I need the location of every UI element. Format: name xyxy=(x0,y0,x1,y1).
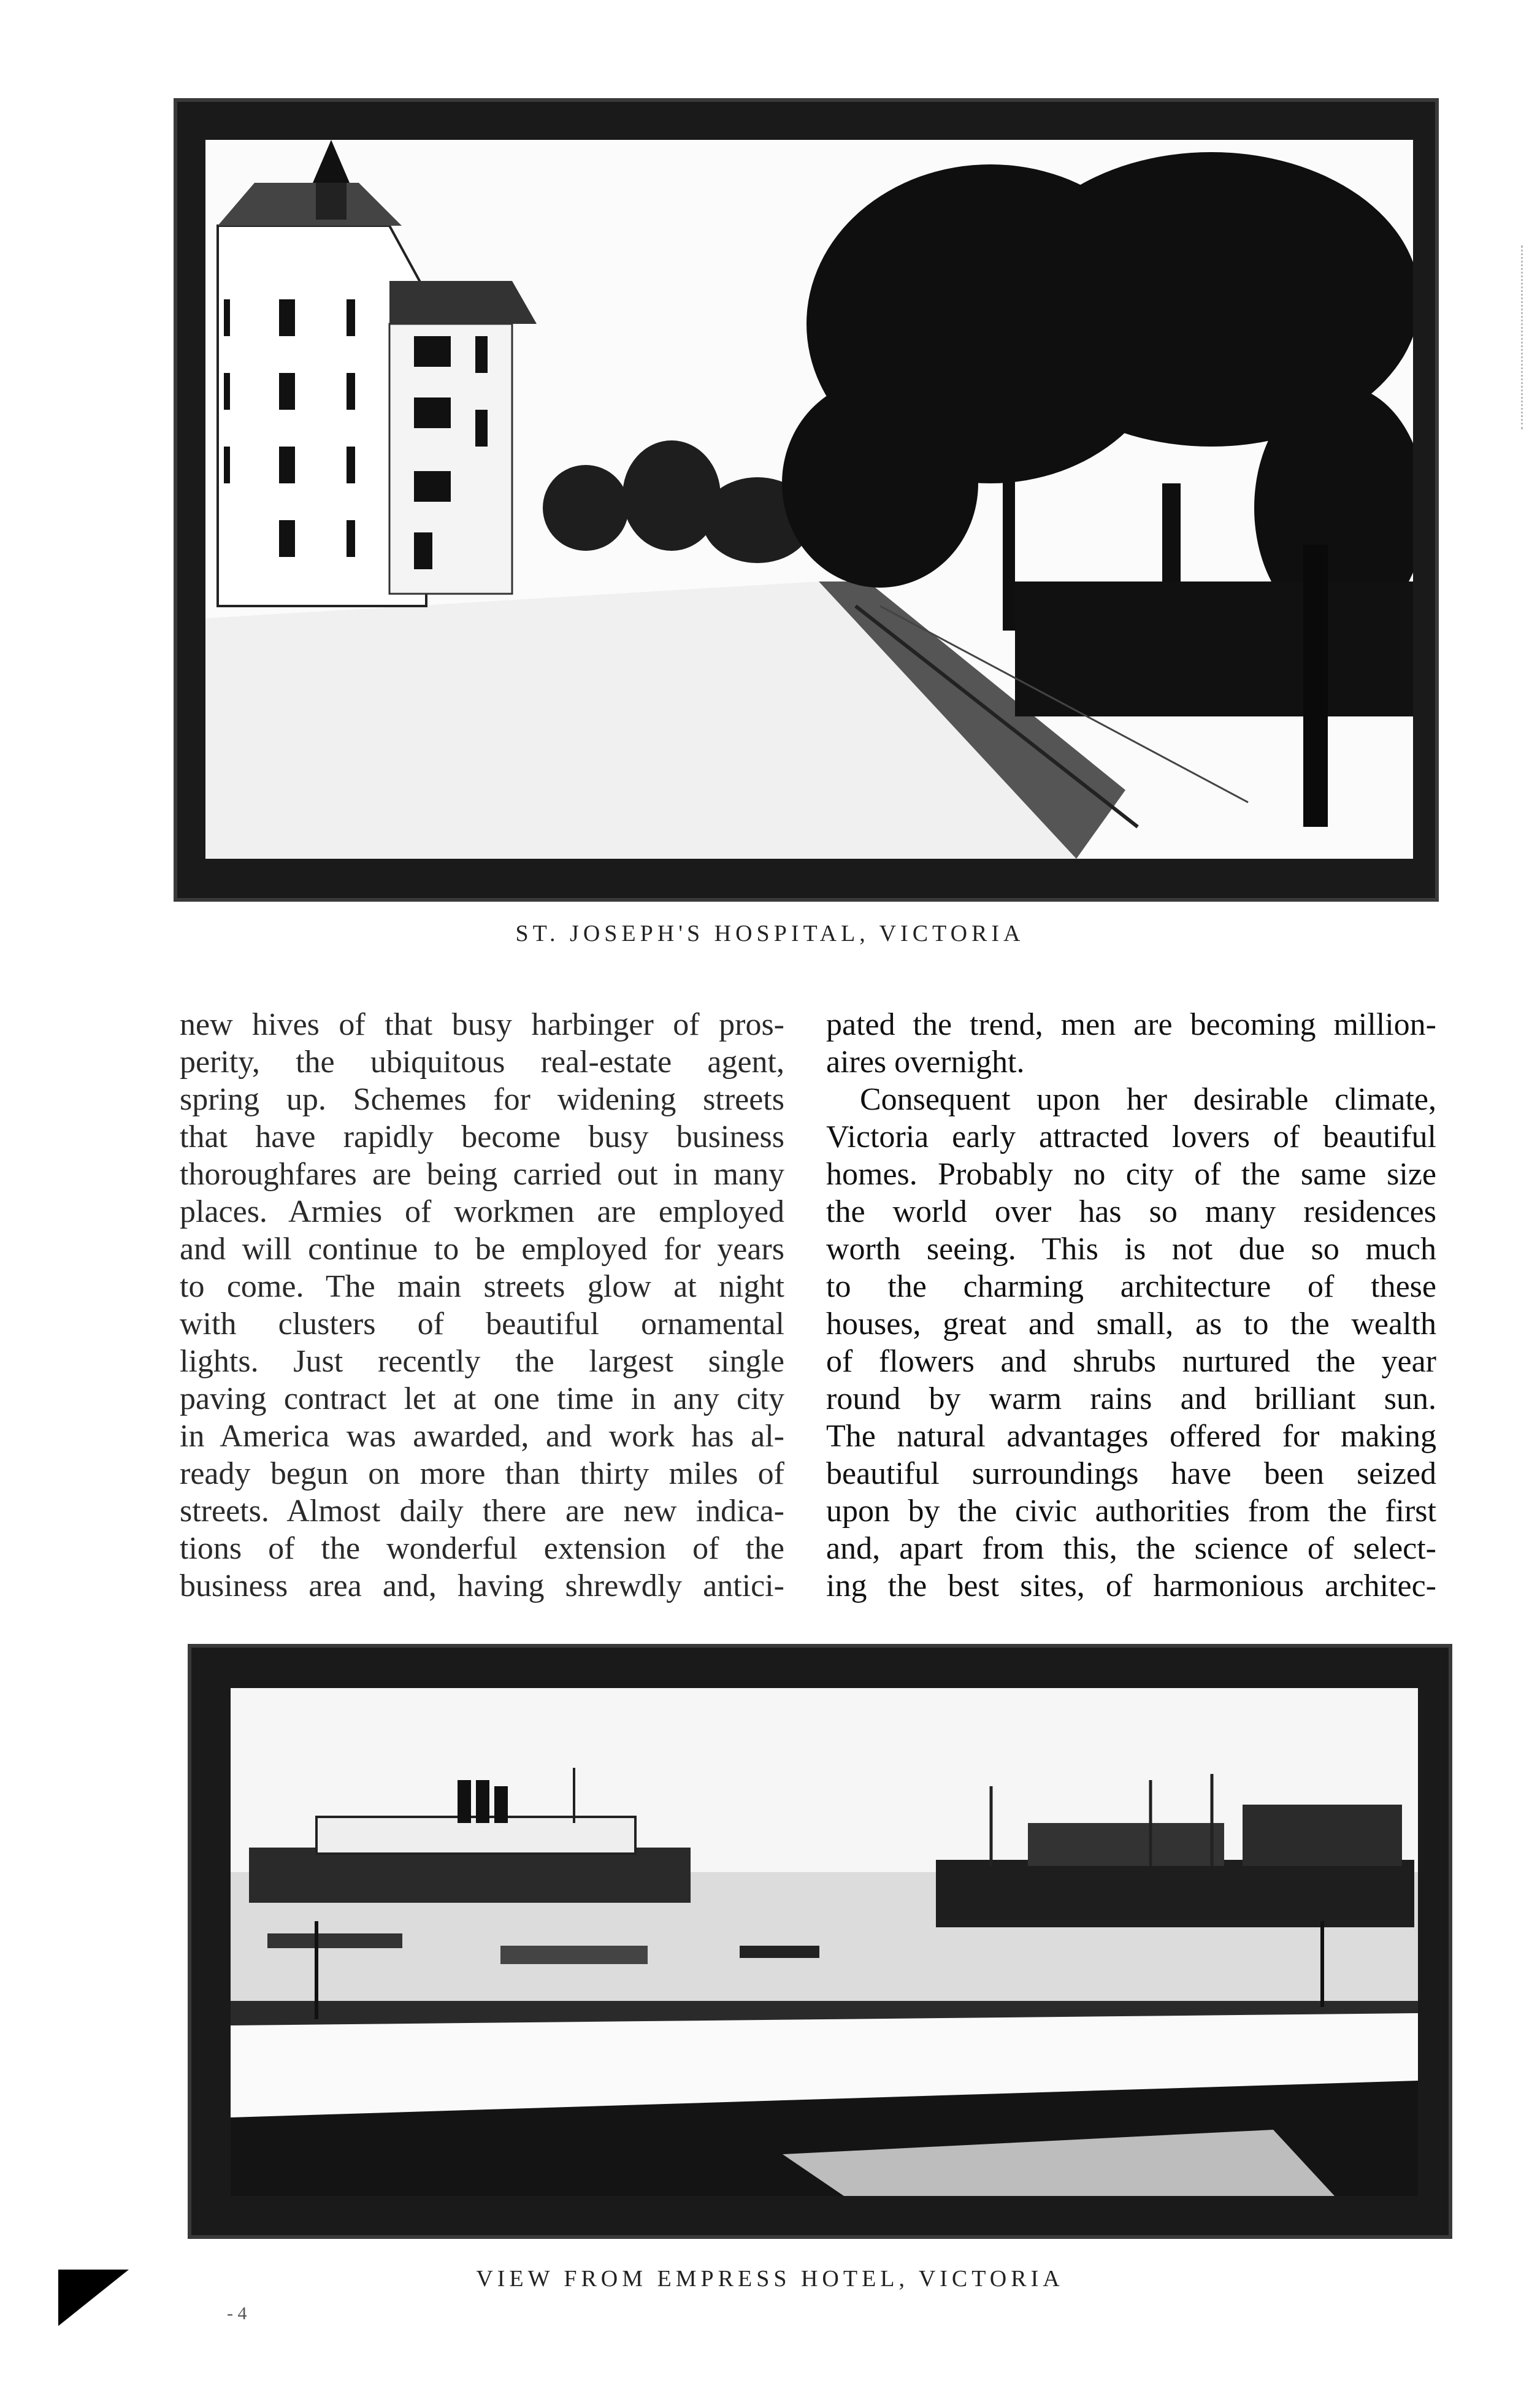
text-line: aires overnight. xyxy=(826,1045,1025,1080)
text-line: lights. Just recently the largest single xyxy=(180,1344,784,1379)
text-line: Consequent upon her desirable climate, xyxy=(860,1082,1436,1117)
text-line: tions of the wonderful extension of the xyxy=(180,1531,784,1566)
text-line: that have rapidly become busy business xyxy=(180,1119,784,1154)
text-line: The natural advantages offered for making xyxy=(826,1419,1436,1454)
text-line: ready begun on more than thirty miles of xyxy=(180,1456,784,1491)
text-line: with clusters of beautiful ornamental xyxy=(180,1307,784,1342)
text-line: places. Armies of workmen are employed xyxy=(180,1194,784,1229)
text-line: worth seeing. This is not due so much xyxy=(826,1232,1436,1267)
text-line: streets. Almost daily there are new indica- xyxy=(180,1494,784,1529)
text-line: in America was awarded, and work has al- xyxy=(180,1419,784,1454)
text-line: spring up. Schemes for widening streets xyxy=(180,1082,784,1117)
text-column-left xyxy=(180,1006,784,1605)
text-line: houses, great and small, as to the wealth xyxy=(826,1307,1436,1342)
text-line: the world over has so many residences xyxy=(826,1194,1436,1229)
caption-top: ST. JOSEPH'S HOSPITAL, VICTORIA xyxy=(515,921,1025,946)
text-line: round by warm rains and brilliant sun. xyxy=(826,1381,1436,1416)
fence xyxy=(1015,582,1413,716)
page-mark: - 4 xyxy=(227,2303,247,2324)
text-line: Victoria early attracted lovers of beautiful xyxy=(826,1119,1436,1154)
text-line: to the charming architecture of these xyxy=(826,1269,1436,1304)
text-line: paving contract let at one time in any city xyxy=(180,1381,784,1416)
text-line: pated the trend, men are becoming million- xyxy=(826,1007,1436,1042)
boathouse xyxy=(500,1946,648,1964)
photo-st-josephs-hospital xyxy=(174,98,1439,902)
text-line: beautiful surroundings have been seized xyxy=(826,1456,1436,1491)
text-line: ing the best sites, of harmonious architec- xyxy=(826,1568,1436,1603)
caption-bottom: VIEW FROM EMPRESS HOTEL, VICTORIA xyxy=(476,2266,1064,2292)
text-line: perity, the ubiquitous real-estate agent, xyxy=(180,1045,784,1080)
corner-triangle-mark xyxy=(58,2270,129,2326)
text-line: to come. The main streets glow at night xyxy=(180,1269,784,1304)
text-line: business area and, having shrewdly antici- xyxy=(180,1568,784,1603)
text-line: thoroughfares are being carried out in many xyxy=(180,1157,784,1192)
edge-specks xyxy=(1521,245,1525,429)
text-column-right xyxy=(826,1006,1436,1605)
text-line: and, apart from this, the science of select- xyxy=(826,1531,1436,1566)
hospital-street-scene xyxy=(205,140,1413,859)
text-line: new hives of that busy harbinger of pros- xyxy=(180,1007,784,1042)
text-line: of flowers and shrubs nurtured the year xyxy=(826,1344,1436,1379)
harbour-scene xyxy=(231,1688,1418,2196)
text-line: and will continue to be employed for years xyxy=(180,1232,784,1267)
text-line: upon by the civic authorities from the first xyxy=(826,1494,1436,1529)
photo-empress-hotel-view xyxy=(188,1644,1452,2239)
text-line: homes. Probably no city of the same size xyxy=(826,1157,1436,1192)
